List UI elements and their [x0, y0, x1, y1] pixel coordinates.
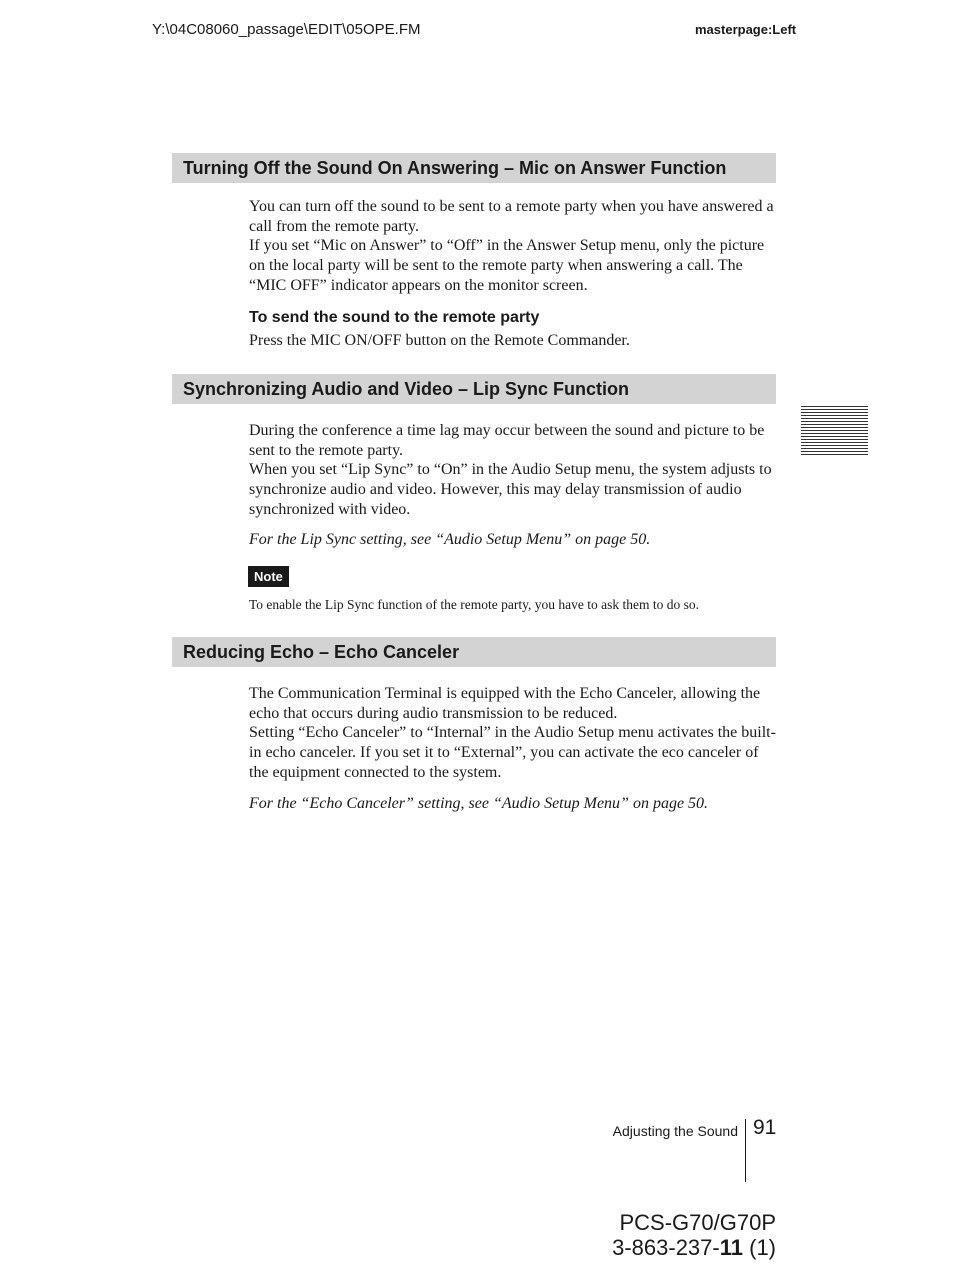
document-code-prefix: 3-863-237- — [612, 1235, 720, 1260]
section-heading-echo-canceler: Reducing Echo – Echo Canceler — [172, 637, 776, 667]
paragraph: During the conference a time lag may occur between the sound and picture to be sent to the remote party. — [249, 422, 765, 459]
paragraph: When you set “Lip Sync” to “On” in the Audio Setup menu, the system adjusts to synchronize audio and video. However, this may delay transmission of audio synchronized with video. — [249, 461, 772, 518]
paragraph: Setting “Echo Canceler” to “Internal” in the Audio Setup menu activates the built-in echo canceler. If you set it to “External”, you can activate the eco canceler of the equipment connected to the system. — [249, 724, 776, 781]
document-code — [520, 1235, 776, 1261]
section-heading-lip-sync: Synchronizing Audio and Video – Lip Sync Function — [172, 374, 776, 404]
reference-echo-canceler: For the “Echo Canceler” setting, see “Audio Setup Menu” on page 50. — [249, 795, 709, 812]
reference-lip-sync: For the Lip Sync setting, see “Audio Setup Menu” on page 50. — [249, 531, 651, 548]
section-body-echo-canceler — [249, 684, 779, 783]
paragraph: The Communication Terminal is equipped with the Echo Canceler, allowing the echo that occurs during audio transmission to be reduced. — [249, 685, 761, 722]
model-number: PCS-G70/G70P — [619, 1210, 776, 1235]
sub-text-send-sound: Press the MIC ON/OFF button on the Remote Commander. — [249, 332, 630, 349]
section-body-lip-sync — [249, 421, 779, 520]
chapter-tab-marker — [801, 406, 868, 458]
page-number: 91 — [753, 1116, 777, 1139]
section-body-mic-on-answer — [249, 197, 779, 296]
section-heading-mic-on-answer: Turning Off the Sound On Answering – Mic on Answer Function — [172, 153, 776, 183]
note-label: Note — [248, 566, 289, 587]
document-code-revision: 11 — [719, 1235, 743, 1260]
paragraph: If you set “Mic on Answer” to “Off” in the Answer Setup menu, only the picture on the local party will be sent to the remote party when answering a call. The “MIC OFF” indicator appears on the monitor screen. — [249, 237, 765, 294]
sub-heading-send-sound: To send the sound to the remote party — [249, 309, 540, 326]
document-code-suffix: (1) — [743, 1235, 776, 1260]
footer-divider — [745, 1119, 746, 1182]
file-path: Y:\04C08060_passage\EDIT\05OPE.FM — [152, 21, 421, 38]
note-text: To enable the Lip Sync function of the remote party, you have to ask them to do so. — [249, 597, 699, 612]
masterpage-label: masterpage:Left — [695, 22, 797, 37]
paragraph: You can turn off the sound to be sent to a remote party when you have answered a call from the remote party. — [249, 198, 774, 235]
footer-section-name: Adjusting the Sound — [612, 1123, 738, 1139]
